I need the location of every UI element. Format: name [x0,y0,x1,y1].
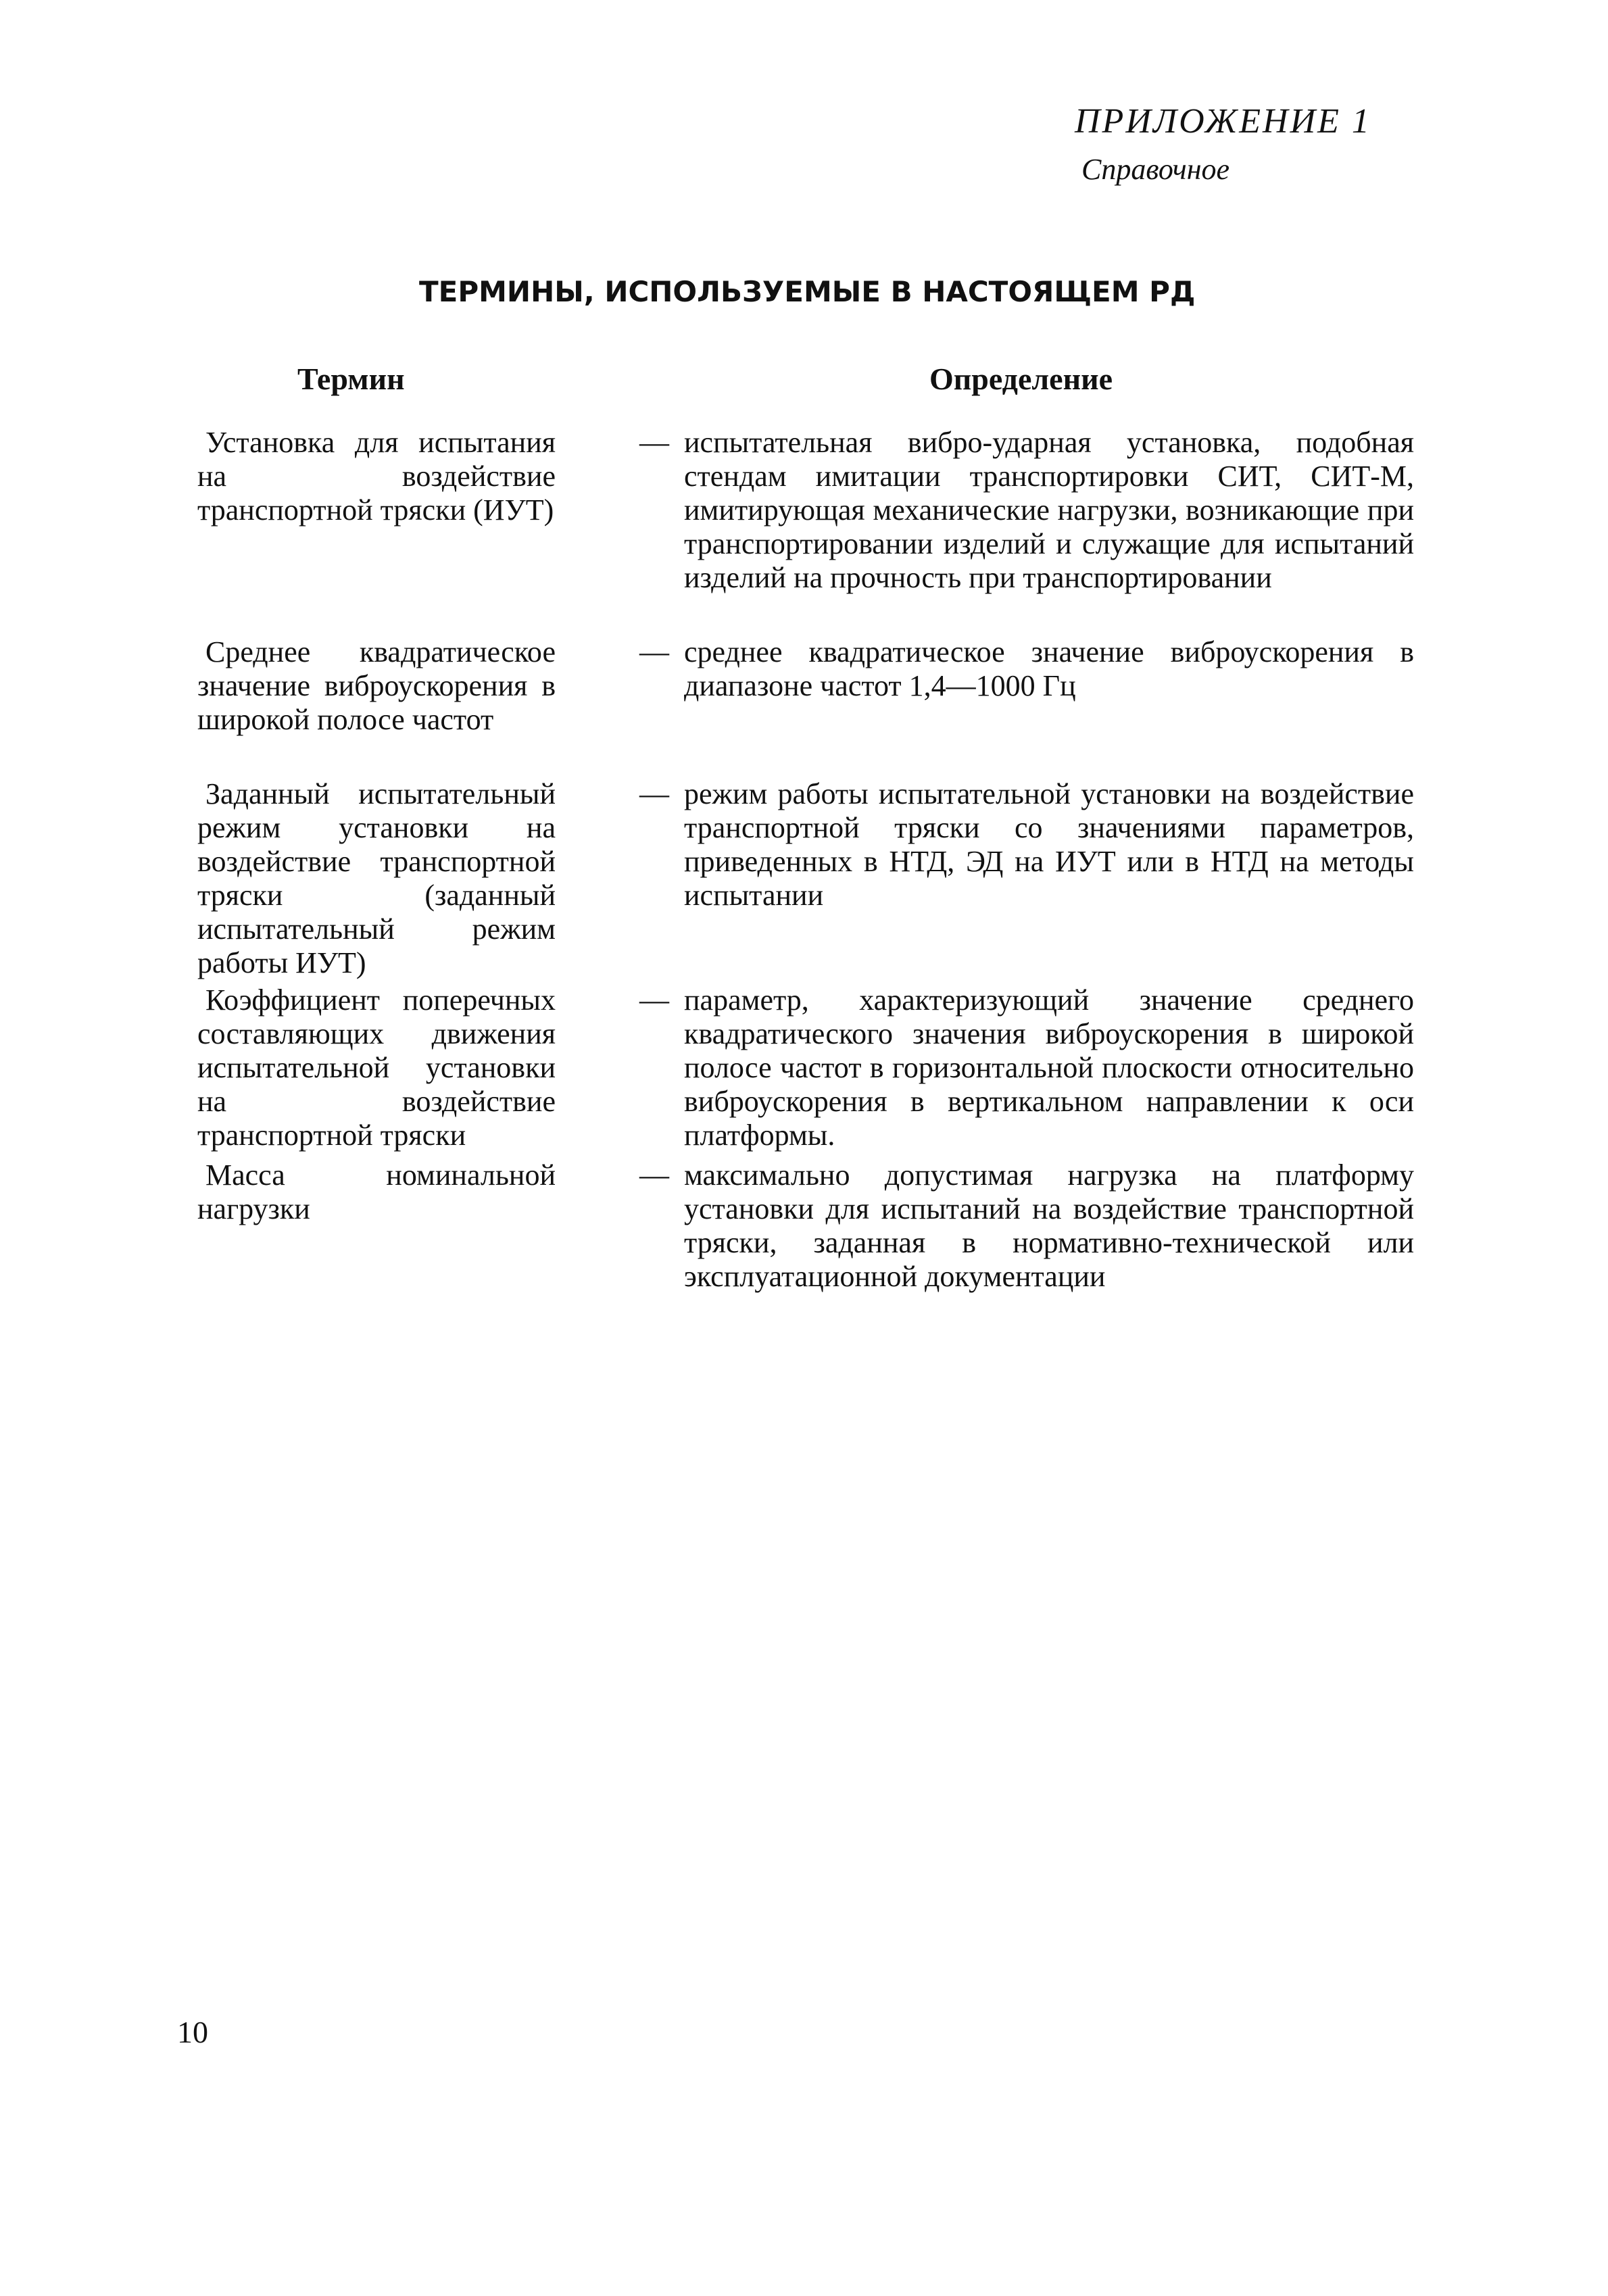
dash-separator: — [639,635,669,668]
dash-separator: — [639,426,669,459]
definition-text: испытательная вибро-ударная установка, подобная стендам имитации транспортировки СИТ, СИТ-М, имитирующая механические нагрузки, возникающие при транспортировании изделий и служащие для испытаний изделий на прочность при транспортировании [684,426,1414,594]
definition-text: максимально допустимая нагрузка на платформу установки для испытаний на воздействие транспортной тряски, заданная в нормативно-технической или эксплуатационной документации [684,1158,1414,1293]
term-text: Коэффициент поперечных составляющих движения испытательной установки на воздействие транспортной тряски [197,983,556,1152]
term-text: Среднее квадратическое значение виброускорения в широкой полосе частот [197,635,556,736]
term-text: Установка для испытания на воздействие транспортной тряски (ИУТ) [197,426,556,527]
definition-text: режим работы испытательной установки на воздействие транспортной тряски со значениями параметров, приведенных в НТД, ЭД на ИУТ или в НТД на методы испытании [684,777,1414,912]
column-header-definition: Определение [929,362,1113,396]
dash-separator: — [639,1158,669,1192]
dash-separator: — [639,983,669,1017]
dash-separator: — [639,777,669,810]
term-text: Масса номинальной нагрузки [197,1158,556,1225]
section-title: ТЕРМИНЫ, ИСПОЛЬЗУЕМЫЕ В НАСТОЯЩЕМ РД [419,275,1196,308]
definition-text: параметр, характеризующий значение среднего квадратического значения виброускорения в широкой полосе частот в горизонтальной плоскости относительно виброускорения в вертикальном направлении к оси платформы. [684,983,1414,1152]
term-text: Заданный испытательный режим установки на воздействие транспортной тряски (заданный испытательный режим работы ИУТ) [197,777,556,979]
appendix-title: ПРИЛОЖЕНИЕ 1 [1075,102,1371,141]
definition-text: среднее квадратическое значение виброускорения в диапазоне частот 1,4—1000 Гц [684,635,1414,702]
page-number: 10 [177,2015,208,2049]
column-header-term: Термин [297,362,405,396]
appendix-subtitle: Справочное [1081,153,1230,186]
